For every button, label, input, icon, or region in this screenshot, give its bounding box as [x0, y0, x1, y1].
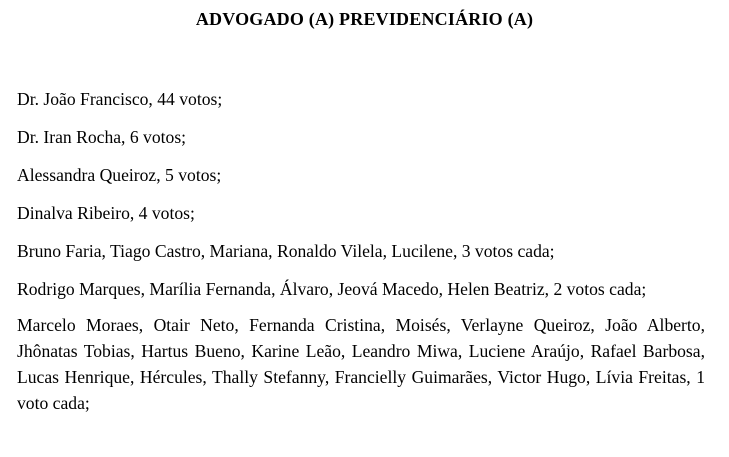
list-item: Rodrigo Marques, Marília Fernanda, Álvaro, Jeová Macedo, Helen Beatriz, 2 votos cada;	[17, 279, 647, 299]
list-item: Dr. Iran Rocha, 6 votos;	[17, 127, 187, 147]
list-item: Dinalva Ribeiro, 4 votos;	[17, 203, 195, 223]
vote-list	[17, 86, 705, 428]
list-item: Alessandra Queiroz, 5 votos;	[17, 165, 222, 185]
list-item: Bruno Faria, Tiago Castro, Mariana, Ronaldo Vilela, Lucilene, 3 votos cada;	[17, 241, 555, 261]
list-item: Dr. João Francisco, 44 votos;	[17, 89, 223, 109]
list-item: Marcelo Moraes, Otair Neto, Fernanda Cristina, Moisés, Verlayne Queiroz, João Alberto, Jhônatas Tobias, Hartus Bueno, Karine Leão, Leandro Miwa, Luciene Araújo, Rafael Barbosa, Lucas Henrique, Hércules, Thally Stefanny, Francielly Guimarães, Victor Hugo, Lívia Freitas, 1 voto cada;	[17, 315, 705, 413]
page-title: ADVOGADO (A) PREVIDENCIÁRIO (A)	[195, 9, 534, 29]
